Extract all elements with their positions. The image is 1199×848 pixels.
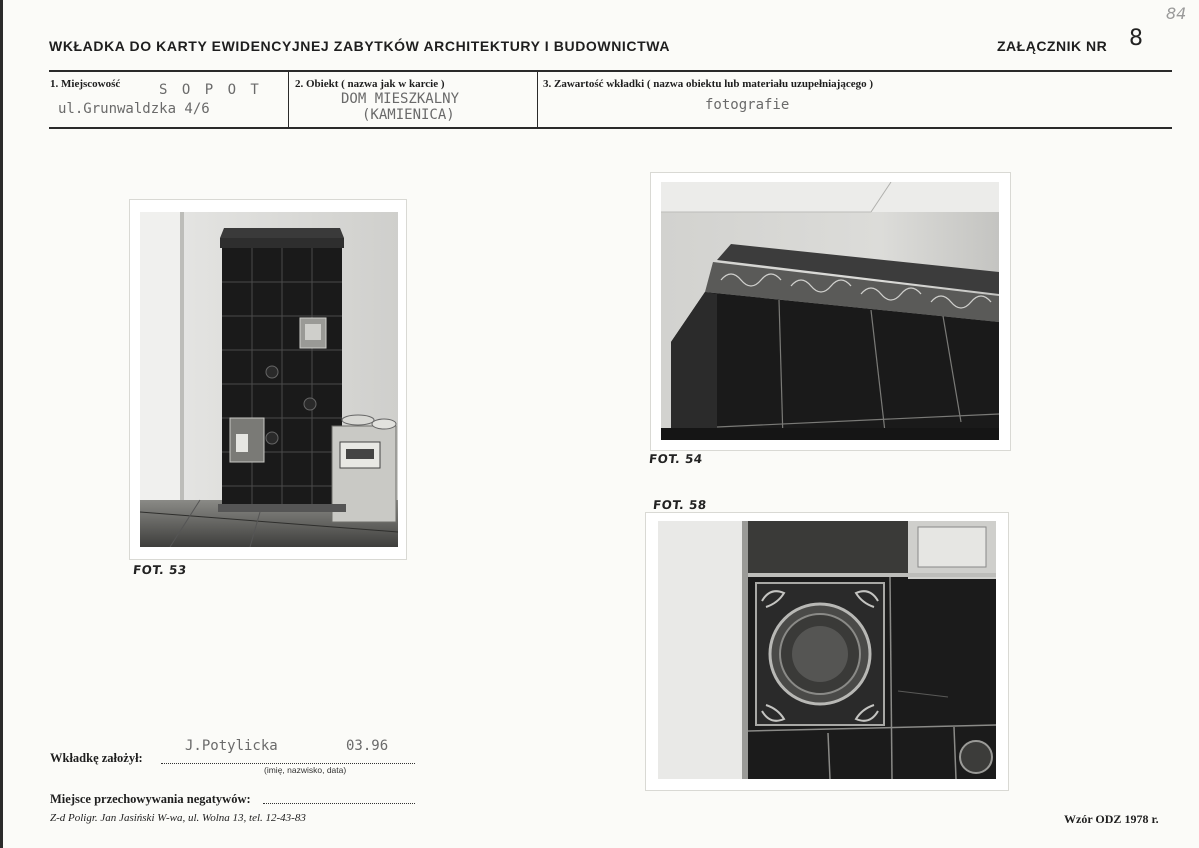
photo-54	[651, 173, 1010, 450]
annex-number: 8	[1129, 26, 1143, 51]
form-code: Wzór ODZ 1978 r.	[1064, 812, 1159, 826]
locality-city-value: S O P O T	[159, 82, 262, 98]
created-by-date: 03.96	[346, 738, 389, 754]
photo-58-caption: FOT. 58	[652, 498, 708, 512]
stove-rosette-tile-image	[658, 521, 996, 779]
locality-label: 1. Miejscowość	[50, 78, 121, 90]
archive-page-number: 84	[1166, 4, 1187, 23]
document-title: WKŁADKA DO KARTY EWIDENCYJNEJ ZABYTKÓW ARCHITEKTURY I BUDOWNICTWA	[49, 38, 671, 54]
object-value-line2: (KAMIENICA)	[362, 107, 455, 123]
annex-label: ZAŁĄCZNIK NR	[997, 38, 1108, 54]
photo-53-caption: FOT. 53	[132, 563, 188, 577]
stove-cornice-image	[661, 182, 999, 440]
content-label: 3. Zawartość wkładki ( nazwa obiektu lub materiału uzupełniającego )	[543, 78, 874, 90]
photo-54-caption: FOT. 54	[648, 452, 704, 466]
object-value-line1: DOM MIESZKALNY	[341, 91, 460, 107]
form-divider-2	[537, 71, 538, 127]
form-top-rule	[49, 70, 1172, 72]
photo-58	[646, 513, 1008, 790]
stove-full-view-image	[140, 212, 398, 547]
content-value: fotografie	[705, 97, 790, 113]
form-bottom-rule	[49, 127, 1172, 129]
photo-53	[130, 200, 406, 559]
created-by-name: J.Potylicka	[185, 738, 278, 754]
negatives-location-label: Miejsce przechowywania negatywów:	[50, 792, 251, 806]
negatives-location-dotted-line	[263, 803, 415, 804]
created-by-label: Wkładkę założył:	[50, 751, 143, 765]
created-by-dotted-line	[161, 763, 415, 764]
printer-imprint: Z-d Poligr. Jan Jasiński W-wa, ul. Wolna 13, tel. 12-43-83	[50, 812, 306, 824]
form-divider-1	[288, 71, 289, 127]
created-by-hint: (imię, nazwisko, data)	[264, 765, 347, 775]
locality-street-value: ul.Grunwaldzka 4/6	[58, 101, 210, 117]
object-label: 2. Obiekt ( nazwa jak w karcie )	[295, 78, 445, 90]
